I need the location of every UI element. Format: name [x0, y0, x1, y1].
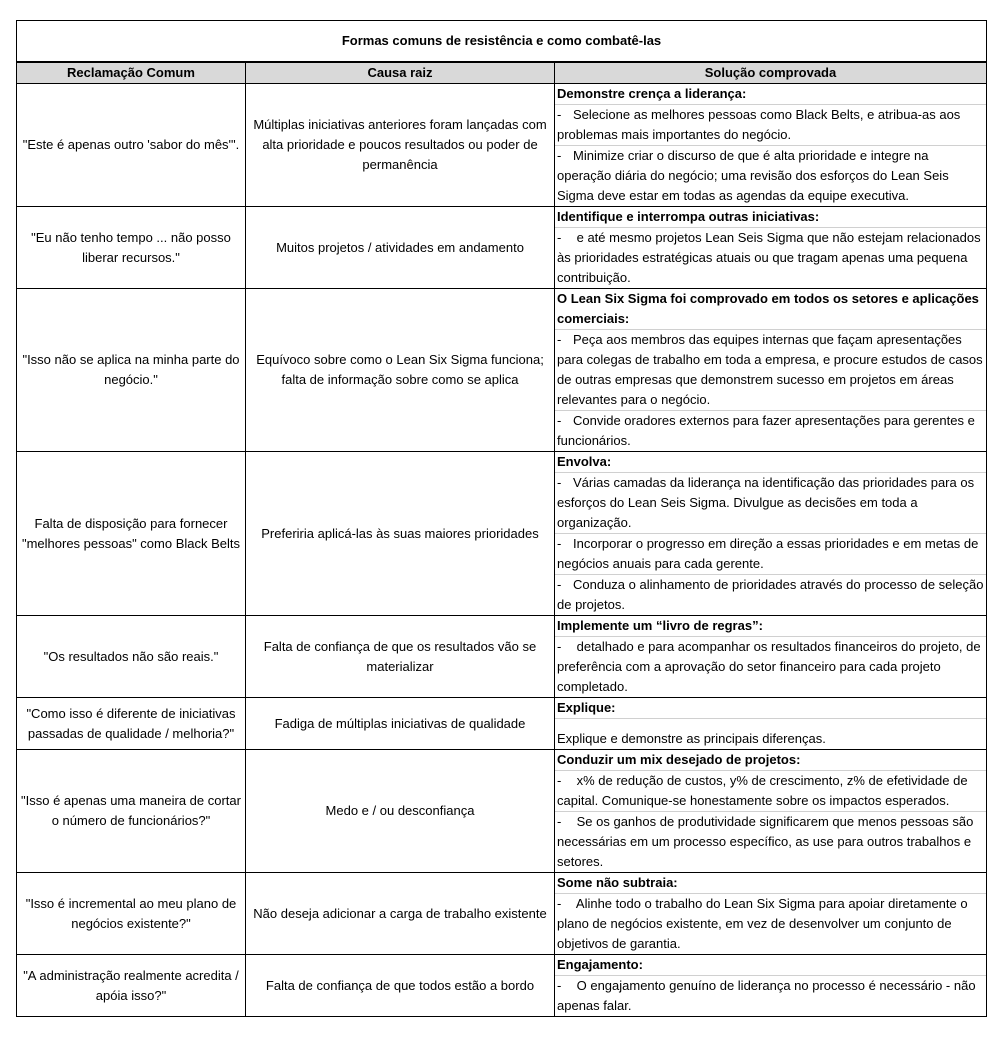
- table-row: [17, 452, 987, 616]
- solution-item-text: Conduza o alinhamento de prioridades através do processo de seleção de projetos.: [557, 577, 984, 612]
- solution-title: Envolva:: [555, 452, 986, 473]
- solution-item: [555, 228, 986, 288]
- table-row: [17, 873, 987, 955]
- solution-title: Conduzir um mix desejado de projetos:: [555, 750, 986, 771]
- root-cause-cell[interactable]: Preferiria aplicá-las às suas maiores prioridades: [246, 452, 555, 616]
- solution-title: Identifique e interrompa outras iniciativas:: [555, 207, 986, 228]
- solution-item: [555, 976, 986, 1016]
- solution-title: Demonstre crença a liderança:: [555, 84, 986, 105]
- solution-item-text: Peça aos membros das equipes internas que façam apresentações para colegas de trabalho em toda a empresa, e procure estudos de casos de outras empresas que demonstrem sucesso em projetos em áreas relevantes para o negócio.: [557, 332, 983, 407]
- solution-item: [555, 534, 986, 575]
- root-cause-cell[interactable]: Não deseja adicionar a carga de trabalho existente: [246, 873, 555, 955]
- solution-title: O Lean Six Sigma foi comprovado em todos os setores e aplicações comerciais:: [555, 289, 986, 330]
- table-row: [17, 750, 987, 873]
- complaint-cell[interactable]: "Isso é apenas uma maneira de cortar o número de funcionários?": [17, 750, 246, 873]
- solution-cell[interactable]: [555, 955, 987, 1017]
- header-root-cause: Causa raiz: [246, 62, 555, 84]
- solution-item: [555, 771, 986, 812]
- solution-item: [555, 411, 986, 451]
- root-cause-cell[interactable]: Falta de confiança de que os resultados vão se materializar: [246, 616, 555, 698]
- complaint-cell[interactable]: "Isso é incremental ao meu plano de negócios existente?": [17, 873, 246, 955]
- bullet-dash: -: [557, 978, 562, 993]
- solution-plain-text: Explique e demonstre as principais diferenças.: [557, 731, 826, 746]
- solution-title: Implemente um “livro de regras”:: [555, 616, 986, 637]
- header-solution: Solução comprovada: [555, 62, 987, 84]
- root-cause-cell[interactable]: Fadiga de múltiplas iniciativas de qualidade: [246, 698, 555, 750]
- complaint-cell[interactable]: "Eu não tenho tempo ... não posso liberar recursos.": [17, 207, 246, 289]
- resistance-table: [16, 20, 987, 1017]
- solution-title: Some não subtraia:: [555, 873, 986, 894]
- solution-item: [555, 894, 986, 954]
- solution-cell[interactable]: [555, 207, 987, 289]
- table-row: [17, 289, 987, 452]
- solution-cell[interactable]: [555, 873, 987, 955]
- solution-item: [555, 105, 986, 146]
- bullet-dash: -: [557, 148, 562, 163]
- table-row: [17, 698, 987, 750]
- bullet-dash: -: [557, 230, 562, 245]
- solution-item-text: x% de redução de custos, y% de crescimento, z% de efetividade de capital. Comunique-se honestamente sobre os impactos esperados.: [557, 773, 968, 808]
- solution-item-text: Incorporar o progresso em direção a essas prioridades e em metas de negócios anuais para cada gerente.: [557, 536, 979, 571]
- table-row: [17, 207, 987, 289]
- solution-cell[interactable]: [555, 616, 987, 698]
- solution-item-text: Alinhe todo o trabalho do Lean Six Sigma para apoiar diretamente o plano de negócios existente, em vez de desenvolver um conjunto de objetivos de garantia.: [557, 896, 968, 951]
- root-cause-cell[interactable]: Muitos projetos / atividades em andamento: [246, 207, 555, 289]
- solution-item-text: Minimize criar o discurso de que é alta prioridade e integre na operação diária do negócio; uma revisão dos esforços do Lean Seis Sigma deve estar em todas as agendas da equipe executiva.: [557, 148, 949, 203]
- solution-item-text: Várias camadas da liderança na identificação das prioridades para os esforços do Lean Seis Sigma. Divulgue as decisões em toda a organização.: [557, 475, 975, 530]
- bullet-dash: -: [557, 896, 562, 911]
- solution-item-text: Convide oradores externos para fazer apresentações para gerentes e funcionários.: [557, 413, 975, 448]
- root-cause-cell[interactable]: Medo e / ou desconfiança: [246, 750, 555, 873]
- complaint-cell[interactable]: Falta de disposição para fornecer "melhores pessoas" como Black Belts: [17, 452, 246, 616]
- complaint-cell[interactable]: "A administração realmente acredita / apóia isso?": [17, 955, 246, 1017]
- solution-item-text: e até mesmo projetos Lean Seis Sigma que não estejam relacionados às prioridades estratégicas atuais ou que tragam apenas uma pequena contribuição.: [557, 230, 981, 285]
- root-cause-cell[interactable]: Falta de confiança de que todos estão a bordo: [246, 955, 555, 1017]
- table-row: [17, 955, 987, 1017]
- table-title: Formas comuns de resistência e como combatê-las: [17, 21, 987, 63]
- bullet-dash: -: [557, 639, 562, 654]
- root-cause-cell[interactable]: Múltiplas iniciativas anteriores foram lançadas com alta prioridade e poucos resultados ou poder de permanência: [246, 84, 555, 207]
- complaint-cell[interactable]: "Como isso é diferente de iniciativas passadas de qualidade / melhoria?": [17, 698, 246, 750]
- bullet-dash: -: [557, 577, 562, 592]
- spreadsheet-area: [16, 20, 986, 1017]
- solution-item: [555, 637, 986, 697]
- solution-item: [555, 146, 986, 206]
- solution-item-text: O engajamento genuíno de liderança no processo é necessário - não apenas falar.: [557, 978, 976, 1013]
- complaint-cell[interactable]: "Este é apenas outro 'sabor do mês'".: [17, 84, 246, 207]
- solution-cell[interactable]: [555, 452, 987, 616]
- complaint-cell[interactable]: "Isso não se aplica na minha parte do negócio.": [17, 289, 246, 452]
- solution-item-text: detalhado e para acompanhar os resultados financeiros do projeto, de preferência com a aprovação do setor financeiro para cada projeto completado.: [557, 639, 981, 694]
- header-complaint: Reclamação Comum: [17, 62, 246, 84]
- bullet-dash: -: [557, 413, 562, 428]
- solution-title: Explique:: [555, 698, 986, 719]
- solution-item-text: Se os ganhos de produtividade significarem que menos pessoas são necessárias em um processo específico, as use para outros trabalhos e setores.: [557, 814, 974, 869]
- table-row: [17, 616, 987, 698]
- solution-item-text: Selecione as melhores pessoas como Black Belts, e atribua-as aos problemas mais importantes do negócio.: [557, 107, 961, 142]
- solution-title: Engajamento:: [555, 955, 986, 976]
- solution-item: [555, 473, 986, 534]
- bullet-dash: -: [557, 814, 562, 829]
- bullet-dash: -: [557, 475, 562, 490]
- bullet-dash: -: [557, 773, 562, 788]
- bullet-dash: -: [557, 536, 562, 551]
- table-row: [17, 84, 987, 207]
- solution-cell[interactable]: [555, 698, 987, 750]
- solution-item: [555, 575, 986, 615]
- table-body: [17, 84, 987, 1017]
- solution-cell[interactable]: [555, 289, 987, 452]
- solution-item: [555, 812, 986, 872]
- bullet-dash: -: [557, 332, 562, 347]
- solution-item: [555, 330, 986, 411]
- solution-cell[interactable]: [555, 750, 987, 873]
- root-cause-cell[interactable]: Equívoco sobre como o Lean Six Sigma funciona; falta de informação sobre como se aplica: [246, 289, 555, 452]
- bullet-dash: -: [557, 107, 562, 122]
- complaint-cell[interactable]: "Os resultados não são reais.": [17, 616, 246, 698]
- solution-cell[interactable]: [555, 84, 987, 207]
